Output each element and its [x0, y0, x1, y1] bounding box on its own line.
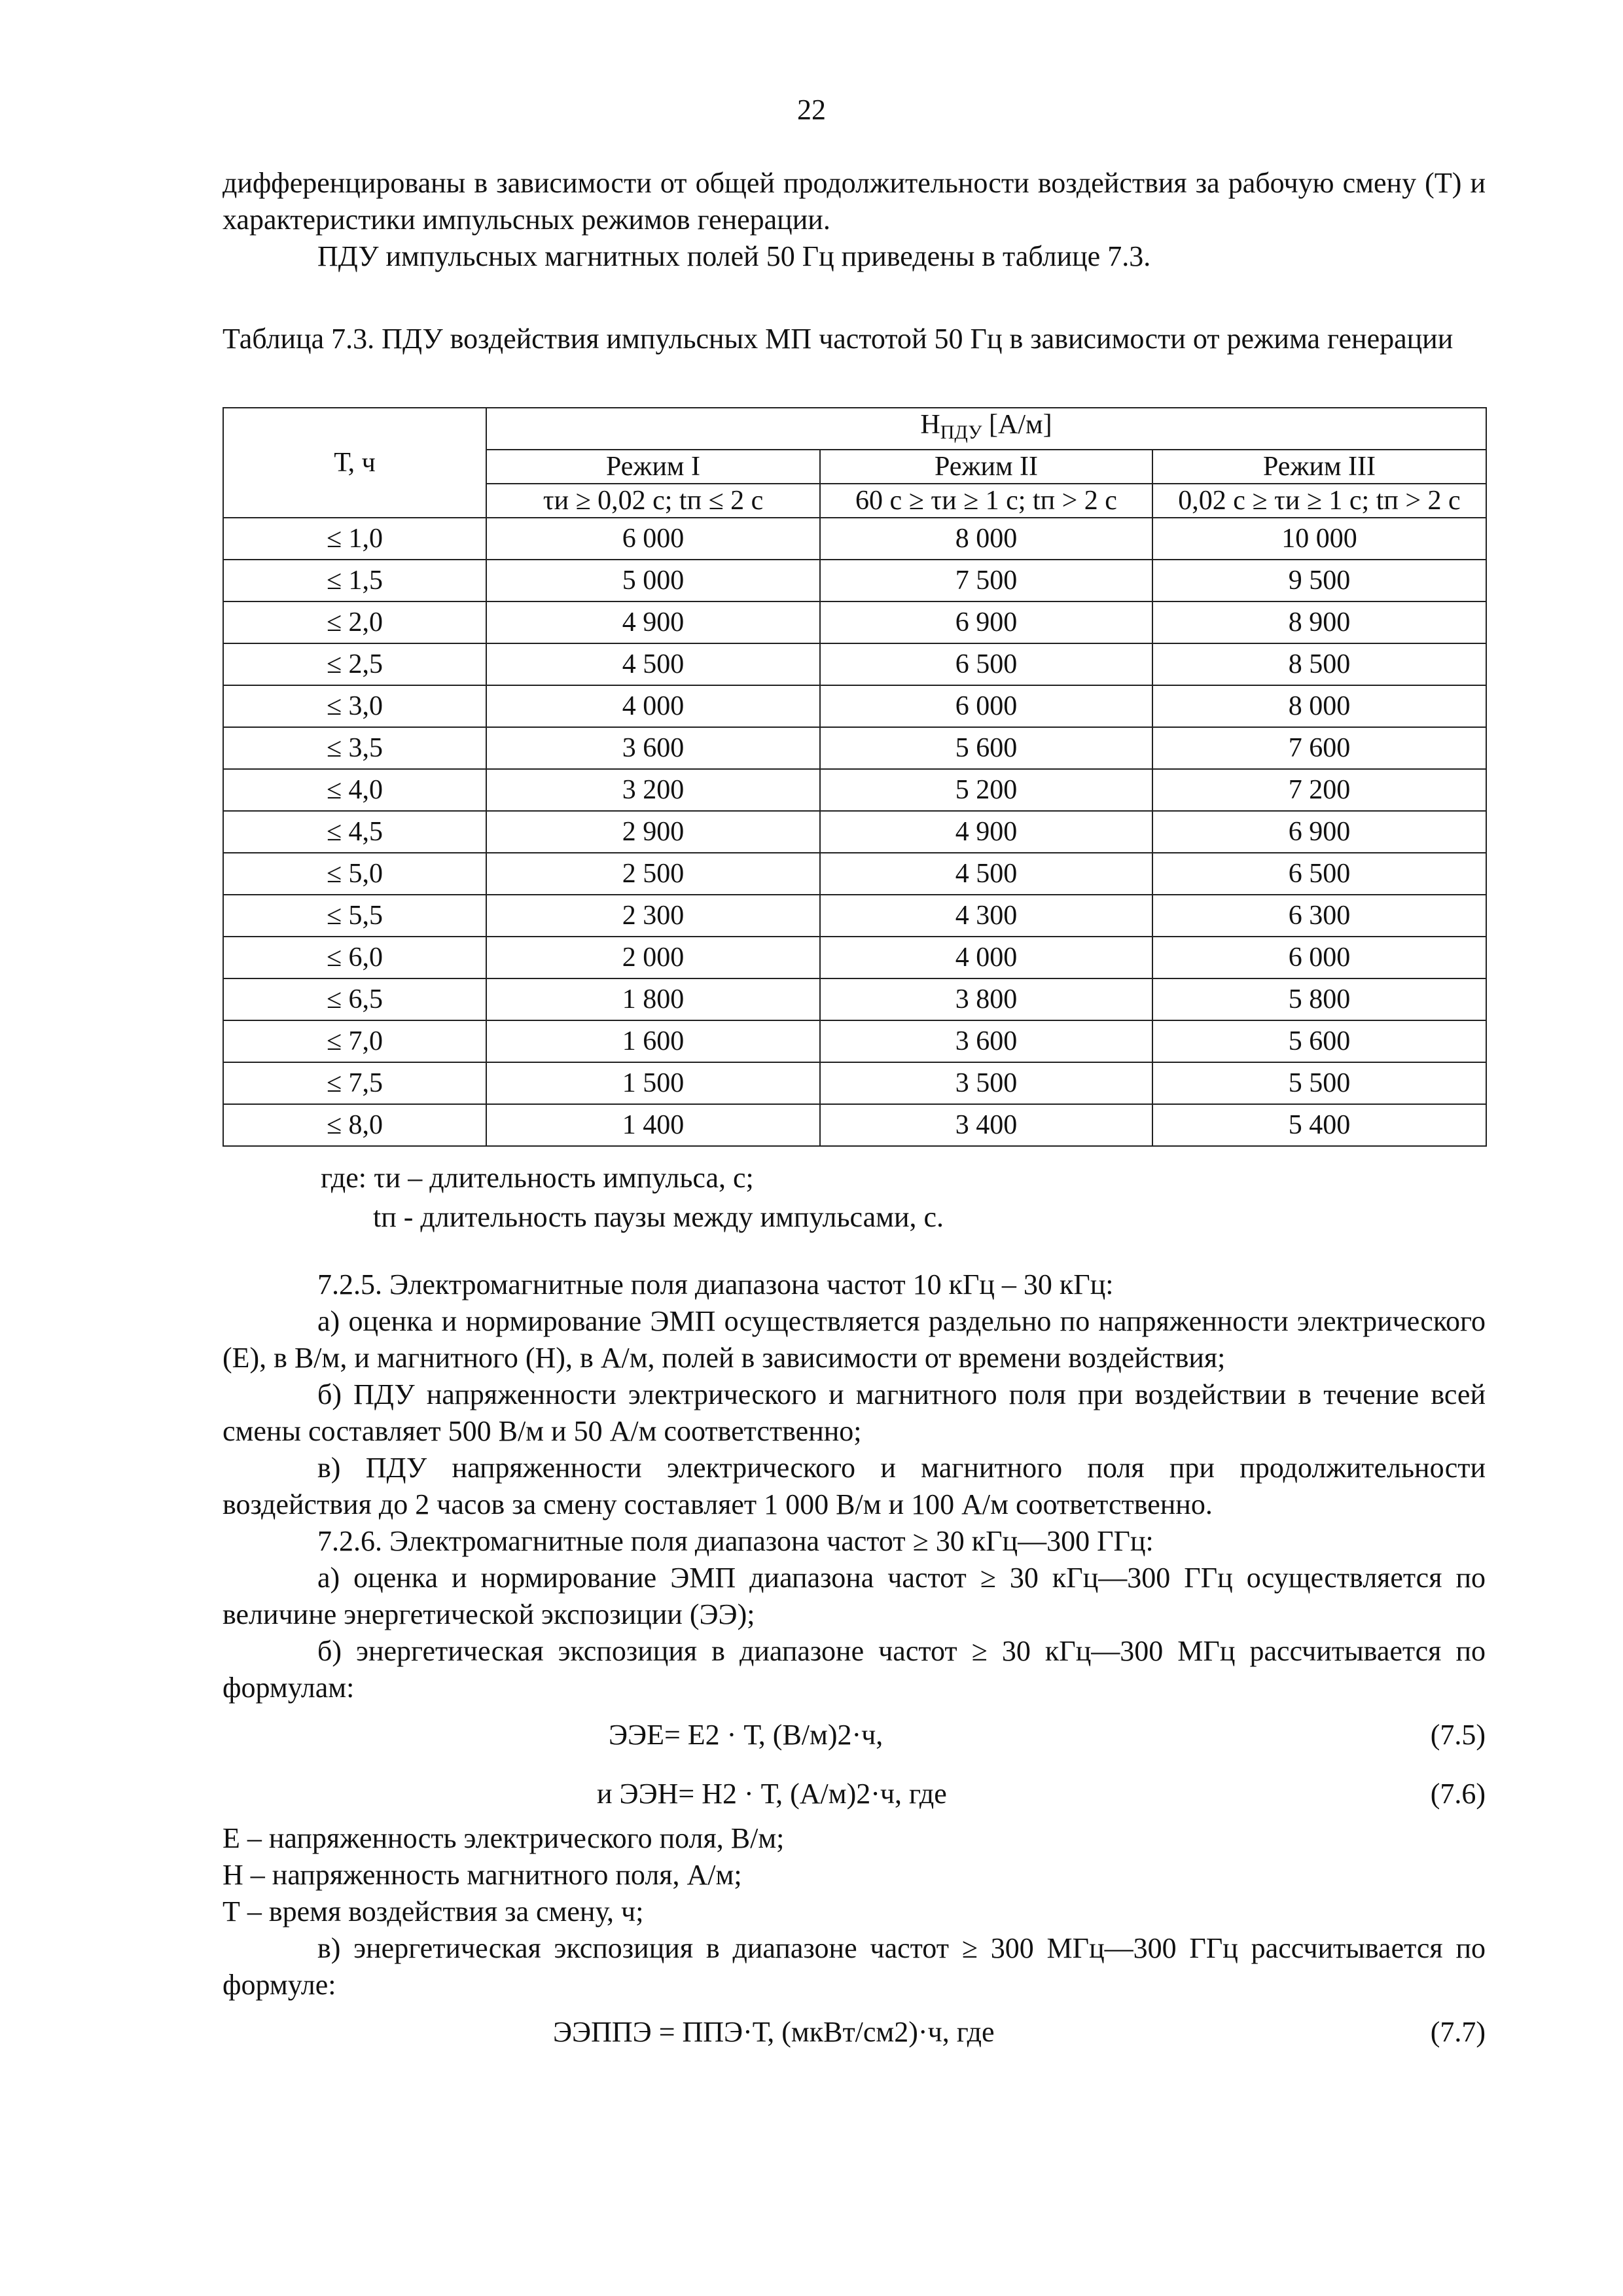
def-h: Н – напряженность магнитного поля, А/м;: [223, 1859, 742, 1891]
formula-7-5-number: (7.5): [1430, 1719, 1486, 1751]
table-cell: 5 400: [1152, 1104, 1486, 1146]
table-cell: 1 500: [486, 1062, 820, 1104]
table-row: [223, 727, 1486, 769]
item-b: б) ПДУ напряженности электрического и магнитного поля при воздействии в течение всей смены составляет 500 В/м и 50 А/м соответственно;: [223, 1378, 1486, 1447]
table-cell: 4 000: [820, 937, 1152, 978]
table-cell: 6 000: [1152, 937, 1486, 978]
table-cell: 8 000: [1152, 685, 1486, 727]
table-cell: 4 000: [486, 685, 820, 727]
item-a2: а) оценка и нормирование ЭМП диапазона частот ≥ 30 кГц—300 ГГц осуществляется по величине энергетической экспозиции (ЭЭ);: [223, 1562, 1486, 1630]
header-cond-3: 0,02 с ≥ τи ≥ 1 с; tп > 2 с: [1152, 484, 1486, 518]
table-cell: 2 500: [486, 853, 820, 895]
table-cell: ≤ 4,0: [223, 769, 486, 811]
table-cell: 10 000: [1152, 518, 1486, 560]
formula-7-7-expr: ЭЭППЭ = ППЭ·Т, (мкВт/см2)·ч, где: [553, 2016, 995, 2048]
table-cell: 6 900: [1152, 811, 1486, 853]
table-cell: 6 500: [1152, 853, 1486, 895]
formula-7-5: [223, 1717, 1486, 1761]
table-row: [223, 811, 1486, 853]
table-cell: ≤ 3,5: [223, 727, 486, 769]
intro-paragraph: дифференцированы в зависимости от общей продолжительности воздействия за рабочую смену (Т) и характеристики импульсных режимов генерации.: [223, 167, 1486, 236]
table-cell: ≤ 5,5: [223, 895, 486, 937]
formula-7-7: [223, 2014, 1486, 2058]
table-row: [223, 895, 1486, 937]
table-body: [223, 518, 1486, 1146]
table-cell: 7 200: [1152, 769, 1486, 811]
table-cell: ≤ 2,5: [223, 643, 486, 685]
intro-text: [223, 165, 1486, 275]
table-cell: 9 500: [1152, 560, 1486, 601]
table-cell: 3 200: [486, 769, 820, 811]
table-row: [223, 685, 1486, 727]
section-7-2-5: 7.2.5. Электромагнитные поля диапазона частот 10 кГц – 30 кГц:: [317, 1268, 1114, 1300]
table-cell: ≤ 7,5: [223, 1062, 486, 1104]
formula-7-6-expr: и ЭЭН= Н2 · Т, (А/м)2·ч, где: [597, 1778, 947, 1810]
table-caption: [223, 321, 1486, 357]
def-e: Е – напряженность электрического поля, В/м;: [223, 1822, 785, 1854]
item-a: а) оценка и нормирование ЭМП осуществляется раздельно по напряженности электрического (Е), в В/м, и магнитного (Н), в А/м, полей в зависимости от времени воздействия;: [223, 1305, 1486, 1374]
table-cell: 6 000: [820, 685, 1152, 727]
table-cell: 3 600: [820, 1020, 1152, 1062]
table-cell: 5 200: [820, 769, 1152, 811]
table-cell: 3 600: [486, 727, 820, 769]
table-row: [223, 769, 1486, 811]
table-row: [223, 1020, 1486, 1062]
table-cell: 6 300: [1152, 895, 1486, 937]
header-time: Т, ч: [223, 408, 486, 518]
table-cell: 4 900: [486, 601, 820, 643]
table-row: [223, 853, 1486, 895]
formula-7-6: [223, 1776, 1486, 1820]
table-cell: 6 500: [820, 643, 1152, 685]
table-cell: 3 500: [820, 1062, 1152, 1104]
table-cell: ≤ 2,0: [223, 601, 486, 643]
table-row: [223, 937, 1486, 978]
note-pulse-duration: где: τи – длительность импульса, с;: [321, 1162, 754, 1194]
table-cell: 4 900: [820, 811, 1152, 853]
table-cell: ≤ 4,5: [223, 811, 486, 853]
item-v2: в) энергетическая экспозиция в диапазоне частот ≥ 300 МГц—300 ГГц рассчитывается по формуле:: [223, 1932, 1486, 2001]
limits-table-wrapper: [223, 407, 1486, 1147]
section-7-2-6: 7.2.6. Электромагнитные поля диапазона частот ≥ 30 кГц—300 ГГц:: [317, 1525, 1154, 1557]
table-cell: 6 000: [486, 518, 820, 560]
item-b2: б) энергетическая экспозиция в диапазоне частот ≥ 30 кГц—300 МГц рассчитывается по формулам:: [223, 1635, 1486, 1704]
intro-reference: ПДУ импульсных магнитных полей 50 Гц приведены в таблице 7.3.: [317, 240, 1151, 272]
table-row: [223, 1062, 1486, 1104]
header-mode-3: Режим III: [1152, 450, 1486, 484]
table-notes: [321, 1158, 944, 1237]
header-cond-1: τи ≥ 0,02 с; tп ≤ 2 с: [486, 484, 820, 518]
table-row: [223, 643, 1486, 685]
table-row: [223, 560, 1486, 601]
table-cell: 2 300: [486, 895, 820, 937]
table-cell: 7 500: [820, 560, 1152, 601]
table-cell: ≤ 3,0: [223, 685, 486, 727]
table-cell: 3 400: [820, 1104, 1152, 1146]
table-cell: 1 800: [486, 978, 820, 1020]
table-cell: 8 500: [1152, 643, 1486, 685]
table-cell: 6 900: [820, 601, 1152, 643]
table-cell: 5 600: [1152, 1020, 1486, 1062]
table-cell: ≤ 5,0: [223, 853, 486, 895]
table-cell: ≤ 6,0: [223, 937, 486, 978]
table-cell: 7 600: [1152, 727, 1486, 769]
table-cell: 2 000: [486, 937, 820, 978]
table-cell: 5 500: [1152, 1062, 1486, 1104]
table-cell: 4 500: [820, 853, 1152, 895]
table-cell: 5 800: [1152, 978, 1486, 1020]
table-cell: ≤ 8,0: [223, 1104, 486, 1146]
table-row: [223, 1104, 1486, 1146]
table-cell: 4 300: [820, 895, 1152, 937]
table-cell: 8 000: [820, 518, 1152, 560]
def-t: Т – время воздействия за смену, ч;: [223, 1895, 644, 1928]
table-cell: 4 500: [486, 643, 820, 685]
note-pause-duration: tп - длительность паузы между импульсами, с.: [373, 1201, 944, 1233]
formula-7-7-number: (7.7): [1430, 2016, 1486, 2048]
h-symbol: H: [920, 410, 940, 440]
table-cell: 1 600: [486, 1020, 820, 1062]
table-cell: ≤ 1,5: [223, 560, 486, 601]
table-cell: ≤ 6,5: [223, 978, 486, 1020]
table-cell: ≤ 7,0: [223, 1020, 486, 1062]
header-mode-1: Режим I: [486, 450, 820, 484]
table-caption-text: Таблица 7.3. ПДУ воздействия импульсных МП частотой 50 Гц в зависимости от режима генерации: [223, 323, 1454, 355]
formula-7-6-number: (7.6): [1430, 1778, 1486, 1810]
table-row: [223, 518, 1486, 560]
table-cell: 8 900: [1152, 601, 1486, 643]
table-cell: 1 400: [486, 1104, 820, 1146]
h-unit: [А/м]: [982, 410, 1052, 440]
header-h-limit: [486, 408, 1486, 450]
limits-table: [223, 407, 1487, 1147]
page-number: 22: [797, 94, 826, 126]
formula-7-5-expr: ЭЭЕ= Е2 · Т, (В/м)2·ч,: [609, 1719, 883, 1751]
header-cond-2: 60 с ≥ τи ≥ 1 с; tп > 2 с: [820, 484, 1152, 518]
table-row: [223, 601, 1486, 643]
table-cell: 5 000: [486, 560, 820, 601]
table-cell: 5 600: [820, 727, 1152, 769]
table-cell: 2 900: [486, 811, 820, 853]
h-subscript: ПДУ: [940, 422, 982, 443]
table-row: [223, 978, 1486, 1020]
section-text: [223, 1266, 1486, 2058]
table-cell: ≤ 1,0: [223, 518, 486, 560]
header-mode-2: Режим II: [820, 450, 1152, 484]
table-cell: 3 800: [820, 978, 1152, 1020]
item-v: в) ПДУ напряженности электрического и магнитного поля при продолжительности воздействия до 2 часов за смену составляет 1 000 В/м и 100 А/м соответственно.: [223, 1452, 1486, 1520]
